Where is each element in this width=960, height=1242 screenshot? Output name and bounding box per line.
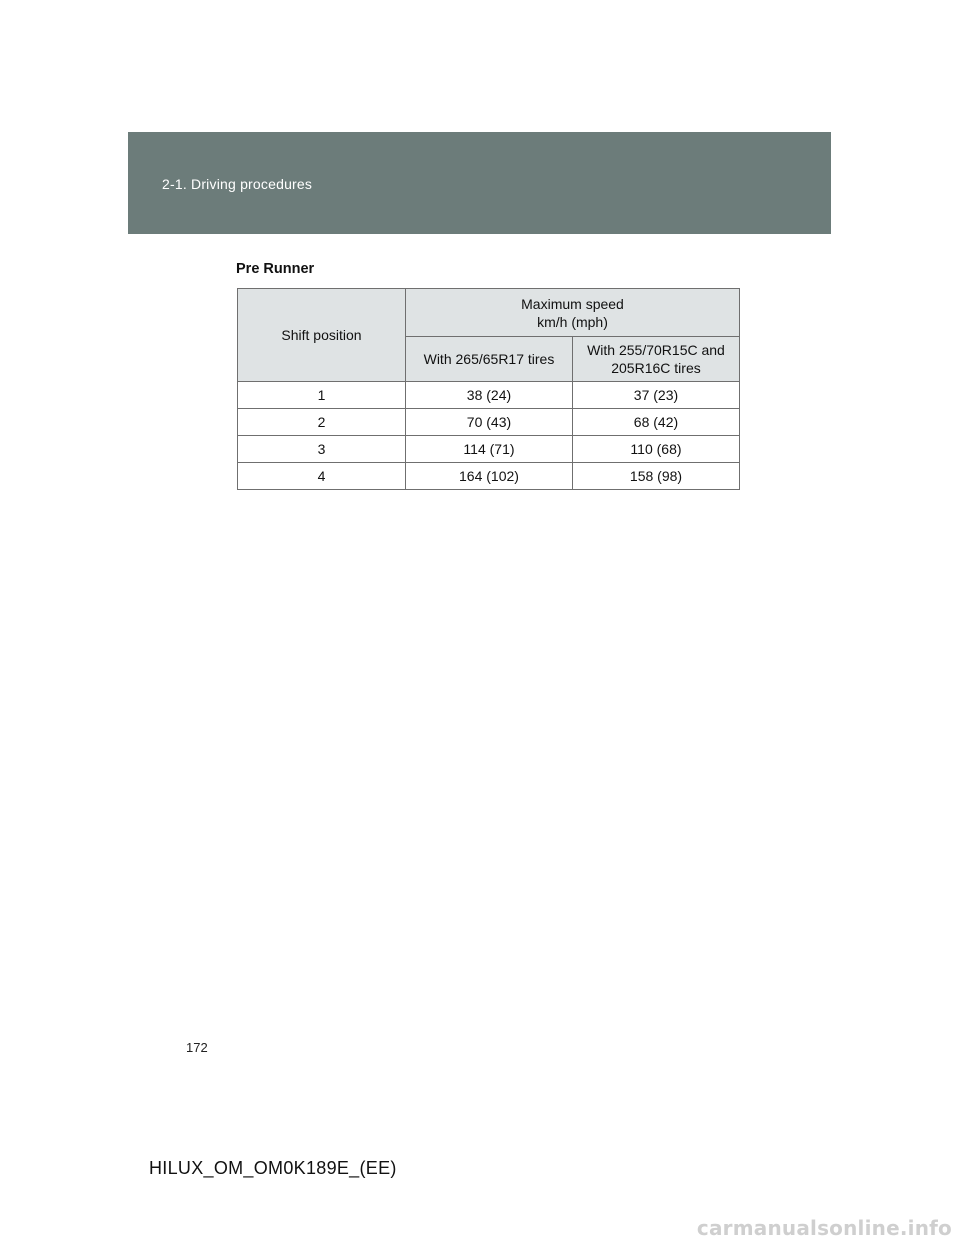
header-band (128, 132, 831, 234)
subsection-heading: Pre Runner (236, 261, 315, 277)
table-header-row (238, 289, 740, 337)
section-title: 2-1. Driving procedures (162, 176, 313, 192)
table-row (238, 382, 740, 409)
maximum-speed-label: Maximum speed (521, 295, 624, 312)
shift-cell: 2 (238, 409, 406, 436)
maximum-speed-header (405, 289, 739, 337)
speed-cell-b: 110 (68) (572, 436, 739, 463)
shift-cell: 1 (238, 382, 406, 409)
table-row (238, 436, 740, 463)
speed-unit-label: km/h (mph) (537, 313, 608, 330)
speed-cell-b: 68 (42) (572, 409, 739, 436)
watermark-text: carmanualsonline.info (696, 1216, 952, 1240)
speed-cell-b: 37 (23) (572, 382, 739, 409)
tire-265-header: With 265/65R17 tires (405, 337, 572, 382)
page-number: 172 (186, 1040, 208, 1055)
tire-255-205-header: With 255/70R15C and 205R16C tires (572, 337, 739, 382)
shift-cell: 3 (238, 436, 406, 463)
table-row (238, 463, 740, 490)
max-speed-table (237, 288, 740, 490)
speed-cell-a: 70 (43) (405, 409, 572, 436)
shift-cell: 4 (238, 463, 406, 490)
shift-position-header: Shift position (238, 289, 406, 382)
speed-cell-b: 158 (98) (572, 463, 739, 490)
document-code: HILUX_OM_OM0K189E_(EE) (149, 1158, 397, 1178)
table-row (238, 409, 740, 436)
speed-cell-a: 114 (71) (405, 436, 572, 463)
speed-cell-a: 164 (102) (405, 463, 572, 490)
speed-cell-a: 38 (24) (405, 382, 572, 409)
